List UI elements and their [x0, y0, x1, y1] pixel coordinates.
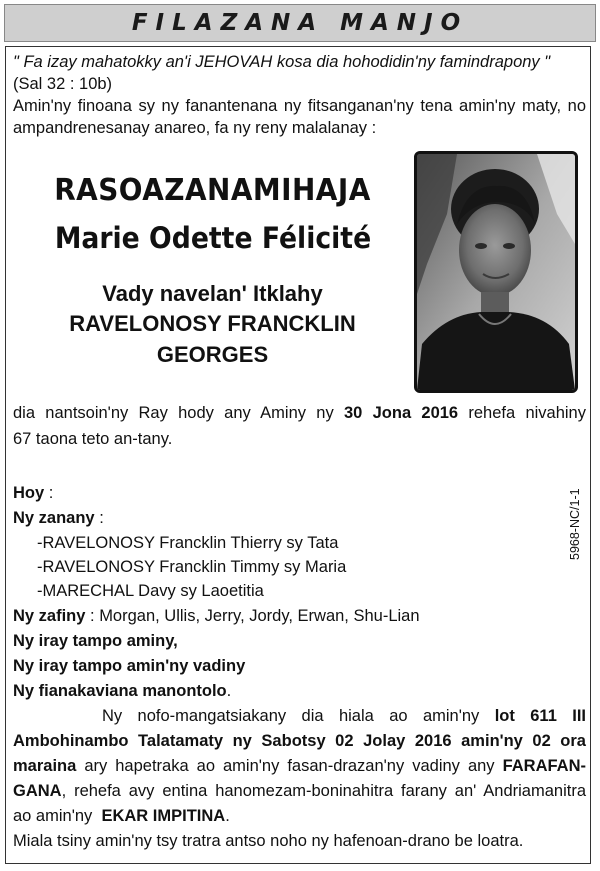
funeral-l3-post: ary hapetraka ao amin'ny fasan-drazan'ny vadiny any — [84, 757, 495, 775]
grandchildren-line — [13, 605, 420, 627]
church-name: EKAR IMPITINA — [101, 807, 226, 825]
funeral-l5-pre: ao amin'ny — [13, 807, 93, 825]
banner-title: FILAZANA MANJO — [131, 10, 469, 36]
grandchildren-label: Ny zafiny — [13, 607, 86, 625]
funeral-line-1 — [102, 705, 586, 727]
reference-code: 5968-NC/1-1 — [568, 488, 582, 560]
intro-line-2: ampandrenesanay anareo, fa ny reny malalanay : — [13, 119, 377, 137]
hoy-label: Hoy — [13, 484, 45, 502]
death-line-1 — [13, 402, 586, 424]
funeral-l4-post: , rehefa avy entina hanomezam-boninahitra farany an' Andriamanitra — [61, 782, 586, 800]
deceased-given-names: Marie Odette Félicité — [54, 221, 372, 255]
children-heading — [13, 507, 104, 529]
grandchildren-names: : Morgan, Ullis, Jerry, Jordy, Erwan, Shu-Lian — [85, 607, 420, 625]
funeral-lot: lot 611 III — [494, 707, 587, 725]
siblings-line: Ny iray tampo aminy, — [13, 632, 178, 650]
scripture-reference: (Sal 32 : 10b) — [13, 75, 113, 93]
death-text-pre: dia nantsoin'ny Ray hody any Aminy ny — [13, 404, 334, 422]
closing-line: Miala tsiny amin'ny tsy tratra antso noho ny hafenoan-drano be loatra. — [13, 832, 524, 850]
funeral-line-2: Ambohinambo Talatamaty ny Sabotsy 02 Jolay 2016 amin'ny 02 ora — [13, 732, 586, 750]
funeral-place-part2: GANA — [13, 782, 62, 800]
child-item: -RAVELONOSY Francklin Timmy sy Maria — [37, 558, 347, 576]
banner — [4, 4, 596, 42]
hoy-suffix: : — [44, 484, 54, 502]
funeral-line-3 — [13, 755, 586, 777]
funeral-line-4 — [13, 780, 586, 802]
scripture-quote: " Fa izay mahatokky an'i JEHOVAH kosa dia hohodidin'ny famindrapony " — [13, 53, 551, 71]
deceased-surname: RASOAZANAMIHAJA — [54, 173, 371, 208]
death-text-post: rehefa nivahiny — [468, 404, 586, 422]
portrait-photo — [414, 151, 578, 393]
funeral-place-part1: FARAFAN- — [502, 757, 586, 775]
funeral-l5-post: . — [225, 807, 230, 825]
spouse-line-3: GEORGES — [156, 342, 269, 367]
children-label: Ny zanany — [13, 509, 95, 527]
children-suffix: : — [94, 509, 104, 527]
intro-line-1: Amin'ny finoana sy ny fanantenana ny fitsanganan'ny tena amin'ny maty, no — [13, 97, 586, 115]
relatives-label: Ny fianakaviana manontolo — [13, 682, 227, 700]
child-item: -MARECHAL Davy sy Laoetitia — [37, 582, 264, 600]
spouse-siblings-line: Ny iray tampo amin'ny vadiny — [13, 657, 246, 675]
death-date: 30 Jona 2016 — [343, 404, 459, 422]
spouse-line-1: Vady navelan' Itklahy — [102, 281, 323, 306]
child-item: -RAVELONOSY Francklin Thierry sy Tata — [37, 534, 339, 552]
funeral-maraina: maraina — [13, 757, 77, 775]
spouse-line-2: RAVELONOSY FRANCKLIN — [69, 311, 356, 336]
death-line-2: 67 taona teto an-tany. — [13, 430, 173, 448]
relatives-line — [13, 680, 231, 702]
funeral-l1-pre: Ny nofo-mangatsiakany dia hiala ao amin'ny — [102, 707, 480, 725]
hoy-line — [13, 482, 53, 504]
funeral-line-5 — [13, 805, 230, 827]
relatives-suffix: . — [226, 682, 232, 700]
